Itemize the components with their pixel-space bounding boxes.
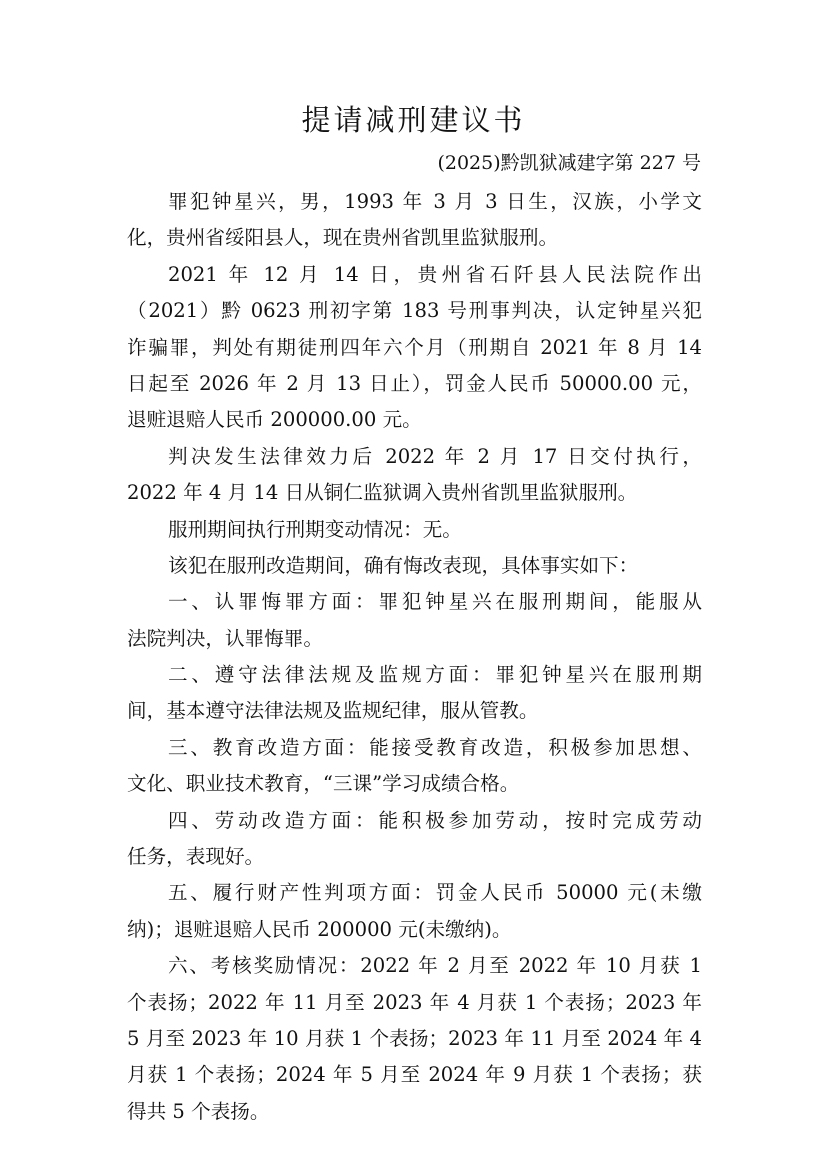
text-line: 纳)；退赃退赔人民币 200000 元(未缴纳)。 <box>127 917 512 941</box>
text-line: 化，贵州省绥阳县人，现在贵州省凯里监狱服刑。 <box>127 226 559 250</box>
document-body <box>127 184 702 1130</box>
text-line: 三、教育改造方面：能接受教育改造，积极参加思想、 <box>168 735 702 759</box>
text-line: 2022 年 4 月 14 日从铜仁监狱调入贵州省凯里监狱服刑。 <box>127 481 638 505</box>
text-line: 法院判决，认罪悔罪。 <box>127 626 323 650</box>
text-line: 五、履行财产性判项方面：罚金人民币 50000 元(未缴 <box>168 881 702 905</box>
text-line: 该犯在服刑改造期间，确有悔改表现，具体事实如下： <box>168 553 639 577</box>
text-line: 判决发生法律效力后 2022 年 2 月 17 日交付执行， <box>168 444 702 468</box>
text-line: 个表扬；2022 年 11 月至 2023 年 4 月获 1 个表扬；2023 年 <box>127 990 702 1014</box>
text-line: 文化、职业技术教育，“三课”学习成绩合格。 <box>127 772 520 796</box>
text-line: 日起至 2026 年 2 月 13 日止），罚金人民币 50000.00 元， <box>127 371 702 395</box>
document-title: 提请减刑建议书 <box>301 103 526 137</box>
text-line: 四、劳动改造方面：能积极参加劳动，按时完成劳动 <box>168 808 702 832</box>
text-line: 间，基本遵守法律法规及监规纪律，服从管教。 <box>127 699 539 723</box>
text-line: 退赃退赔人民币 200000.00 元。 <box>127 408 422 432</box>
text-line: 得共 5 个表扬。 <box>127 1099 270 1123</box>
text-line: 2021 年 12 月 14 日，贵州省石阡县人民法院作出 <box>168 262 702 286</box>
text-line: 六、考核奖励情况：2022 年 2 月至 2022 年 10 月获 1 <box>168 954 702 978</box>
text-line: 二、遵守法律法规及监规方面：罪犯钟星兴在服刑期 <box>168 663 702 687</box>
document-number: (2025)黔凯狱减建字第 227 号 <box>437 152 701 174</box>
text-line: 诈骗罪，判处有期徒刑四年六个月（刑期自 2021 年 8 月 14 <box>127 335 702 359</box>
text-line: （2021）黔 0623 刑初字第 183 号刑事判决，认定钟星兴犯 <box>127 299 702 323</box>
text-line: 5 月至 2023 年 10 月获 1 个表扬；2023 年 11 月至 2024 年 4 <box>127 1026 702 1050</box>
text-line: 服刑期间执行刑期变动情况：无。 <box>168 517 462 541</box>
text-line: 罪犯钟星兴，男，1993 年 3 月 3 日生，汉族，小学文 <box>168 190 702 213</box>
text-line: 月获 1 个表扬；2024 年 5 月至 2024 年 9 月获 1 个表扬；获 <box>127 1063 702 1087</box>
text-line: 任务，表现好。 <box>127 845 265 869</box>
text-line: 一、认罪悔罪方面：罪犯钟星兴在服刑期间，能服从 <box>168 590 702 614</box>
